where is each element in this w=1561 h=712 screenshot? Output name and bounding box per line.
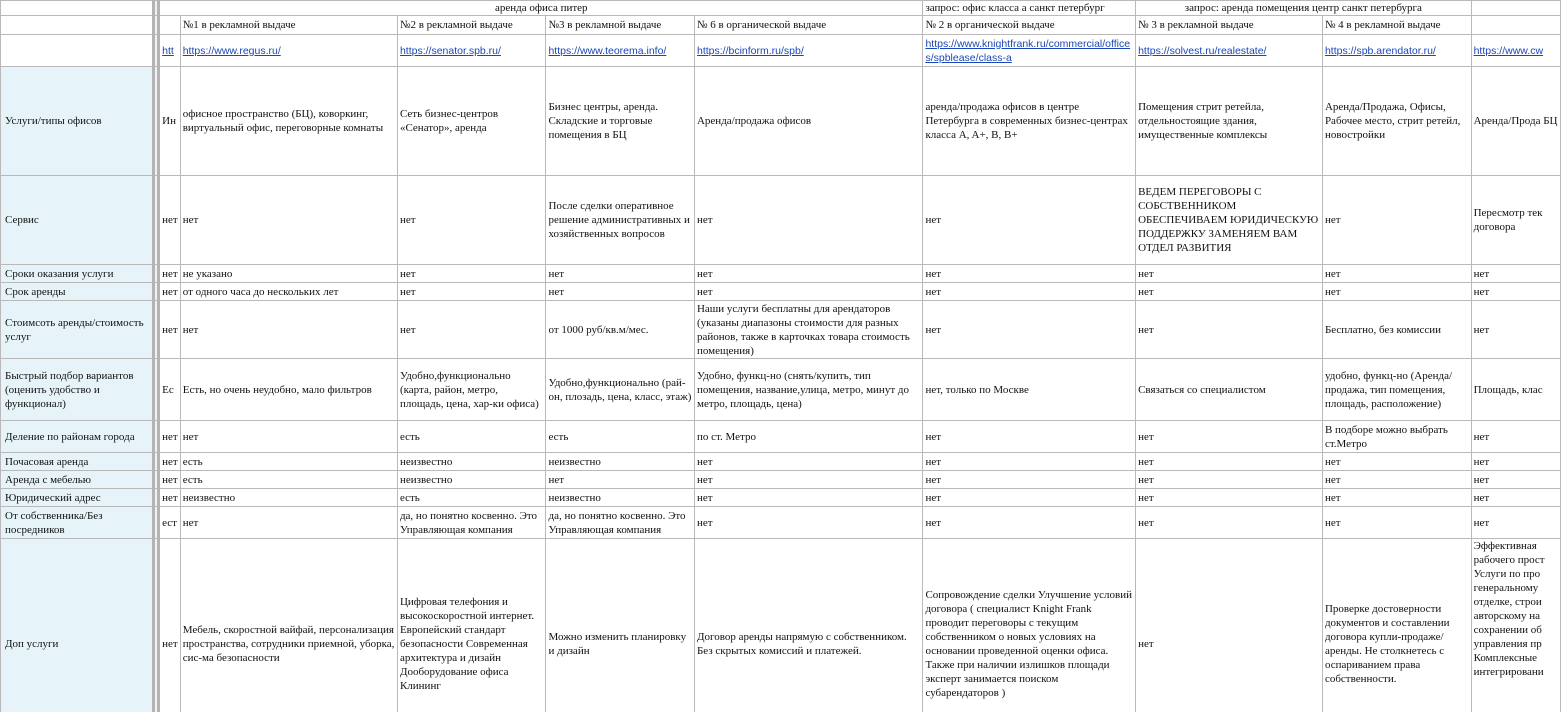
data-cell[interactable]: нет [1471, 301, 1560, 359]
position-cell[interactable] [1471, 16, 1560, 35]
data-cell[interactable]: нет [694, 471, 922, 489]
data-cell[interactable]: нет [923, 301, 1136, 359]
data-cell[interactable]: нет [1322, 265, 1471, 283]
hidden-col-cell[interactable] [159, 16, 181, 35]
data-cell[interactable]: Можно изменить планировку и дизайн [546, 539, 695, 712]
data-cell[interactable]: нет [397, 283, 546, 301]
row-label[interactable]: От собственника/Без посредников [1, 507, 154, 539]
hidden-col-cell[interactable]: нет [159, 539, 181, 712]
data-cell[interactable]: нет [1136, 539, 1323, 712]
row-label[interactable]: Доп услуги [1, 539, 154, 712]
row-label[interactable]: Стоимсоть аренды/стоимость услуг [1, 301, 154, 359]
data-cell[interactable]: Бизнес центры, аренда. Складские и торговые помещения в БЦ [546, 67, 695, 176]
data-cell[interactable]: нет [1322, 507, 1471, 539]
site-link[interactable]: https://www.knightfrank.ru/commercial/offices/spblease/class-a [923, 35, 1136, 67]
data-cell[interactable]: есть [397, 489, 546, 507]
data-cell[interactable]: да, но понятно косвенно. Это Управляющая компания [397, 507, 546, 539]
data-row [1, 67, 1561, 176]
corner-cell[interactable] [1, 1, 154, 16]
data-cell[interactable]: нет [1322, 453, 1471, 471]
data-cell[interactable]: неизвестно [397, 471, 546, 489]
data-cell[interactable]: нет, только по Москве [923, 359, 1136, 421]
position-cell[interactable]: №2 в рекламной выдаче [397, 16, 546, 35]
data-row [1, 539, 1561, 712]
data-cell[interactable]: нет [546, 283, 695, 301]
data-cell[interactable]: нет [1322, 176, 1471, 265]
data-cell[interactable]: нет [180, 421, 397, 453]
data-cell[interactable]: нет [180, 507, 397, 539]
data-cell[interactable]: удобно, функц-но (Аренда/продажа, тип помещения, площадь, расположение) [1322, 359, 1471, 421]
data-cell[interactable]: нет [1136, 301, 1323, 359]
data-cell[interactable]: аренда/продажа офисов в центре Петербурга в современных бизнес-центрах класса A, A+, B, B+ [923, 67, 1136, 176]
data-cell[interactable]: нет [694, 283, 922, 301]
hidden-col-cell[interactable]: Ин [159, 67, 181, 176]
data-cell[interactable]: Есть, но очень неудобно, мало фильтров [180, 359, 397, 421]
data-cell[interactable]: Мебель, скоростной вайфай, персонализация пространства, сотрудники приемной, уборка, сис-ма безопасности [180, 539, 397, 712]
position-cell[interactable]: № 2 в органической выдаче [923, 16, 1136, 35]
data-cell[interactable]: не указано [180, 265, 397, 283]
site-link[interactable]: https://spb.arendator.ru/ [1322, 35, 1471, 67]
data-cell[interactable]: нет [546, 265, 695, 283]
data-cell[interactable]: нет [1471, 507, 1560, 539]
data-cell[interactable]: нет [397, 265, 546, 283]
data-cell[interactable]: есть [180, 453, 397, 471]
data-cell[interactable]: неизвестно [546, 453, 695, 471]
data-cell[interactable]: нет [923, 265, 1136, 283]
data-cell[interactable]: Аренда/Продажа, Офисы, Рабочее место, стрит ретейл, новостройки [1322, 67, 1471, 176]
row-label[interactable]: Срок аренды [1, 283, 154, 301]
data-cell[interactable]: Проверке достоверности документов и составлении договора купли-продаже/аренды. Не столкнетесь с оспариванием права собственности. [1322, 539, 1471, 712]
data-cell[interactable]: Удобно,функционально (рай-он, плозадь, цена, класс, этаж) [546, 359, 695, 421]
data-cell[interactable]: нет [1471, 453, 1560, 471]
hidden-col-cell[interactable]: ест [159, 507, 181, 539]
data-cell[interactable]: Эффективная рабочего прост Услуги по про генеральному отделке, строи авторскому на сохранении об управления пр Комплексные интегрировани [1471, 539, 1560, 712]
data-row [1, 421, 1561, 453]
data-cell[interactable]: нет [1136, 507, 1323, 539]
data-cell[interactable]: нет [1136, 489, 1323, 507]
position-row [1, 16, 1561, 35]
data-row [1, 453, 1561, 471]
link-row [1, 35, 1561, 67]
data-cell[interactable]: нет [1322, 489, 1471, 507]
data-cell[interactable]: неизвестно [397, 453, 546, 471]
data-cell[interactable]: нет [1136, 471, 1323, 489]
position-cell[interactable]: № 6 в органической выдаче [694, 16, 922, 35]
data-cell[interactable]: нет [1136, 265, 1323, 283]
data-cell[interactable]: Удобно,функционально (карта, район, метро, площадь, цена, хар-ки офиса) [397, 359, 546, 421]
position-cell[interactable]: №3 в рекламной выдаче [546, 16, 695, 35]
data-cell[interactable]: нет [1136, 283, 1323, 301]
site-link[interactable]: https://www.regus.ru/ [180, 35, 397, 67]
row-label[interactable]: Сроки оказания услуги [1, 265, 154, 283]
data-cell[interactable]: есть [180, 471, 397, 489]
hidden-col-cell[interactable]: нет [159, 265, 181, 283]
data-cell[interactable]: нет [1471, 471, 1560, 489]
data-cell[interactable]: Наши услуги бесплатны для арендаторов (указаны диапазоны стоимости для разных районов, также в карточках товара стоимость помещения) [694, 301, 922, 359]
hidden-col-cell[interactable]: нет [159, 283, 181, 301]
corner-cell[interactable] [1, 16, 154, 35]
data-cell[interactable]: нет [694, 453, 922, 471]
hidden-col-cell[interactable]: Ес [159, 359, 181, 421]
data-cell[interactable]: нет [1471, 489, 1560, 507]
data-cell[interactable]: В подборе можно выбрать ст.Метро [1322, 421, 1471, 453]
data-row [1, 489, 1561, 507]
hidden-col-cell[interactable]: нет [159, 176, 181, 265]
data-cell[interactable]: нет [1471, 283, 1560, 301]
data-cell[interactable]: Помещения стрит ретейла, отдельностоящие здания, имущественные комплексы [1136, 67, 1323, 176]
site-link[interactable]: https://solvest.ru/realestate/ [1136, 35, 1323, 67]
row-label[interactable]: Почасовая аренда [1, 453, 154, 471]
data-cell[interactable]: нет [1322, 471, 1471, 489]
data-cell[interactable]: нет [923, 471, 1136, 489]
data-cell[interactable]: ВЕДЕМ ПЕРЕГОВОРЫ С СОБСТВЕННИКОМ ОБЕСПЕЧИВАЕМ ЮРИДИЧЕСКУЮ ПОДДЕРЖКУ ЗАМЕНЯЕМ ВАМ ОТДЕЛ РАЗВИТИЯ [1136, 176, 1323, 265]
hidden-col-cell[interactable]: нет [159, 453, 181, 471]
data-cell[interactable]: Бесплатно, без комиссии [1322, 301, 1471, 359]
data-cell[interactable]: нет [694, 489, 922, 507]
data-row [1, 359, 1561, 421]
data-cell[interactable]: нет [923, 507, 1136, 539]
data-cell[interactable]: нет [1322, 283, 1471, 301]
data-cell[interactable]: есть [546, 421, 695, 453]
group-header-2[interactable]: запрос: офис класса а санкт петербург [923, 1, 1136, 16]
data-cell[interactable]: Договор аренды напрямую с собственником. Без скрытых комиссий и платежей. [694, 539, 922, 712]
data-cell[interactable]: нет [694, 176, 922, 265]
data-row [1, 265, 1561, 283]
data-cell[interactable]: неизвестно [546, 489, 695, 507]
data-cell[interactable]: от 1000 руб/кв.м/мес. [546, 301, 695, 359]
site-link[interactable]: https://www.cw [1471, 35, 1560, 67]
corner-cell[interactable] [1, 35, 154, 67]
data-row [1, 176, 1561, 265]
data-cell[interactable]: нет [694, 265, 922, 283]
data-cell[interactable]: нет [923, 489, 1136, 507]
hidden-col-cell[interactable]: нет [159, 489, 181, 507]
hidden-col-cell[interactable]: нет [159, 421, 181, 453]
data-cell[interactable]: да, но понятно косвенно. Это Управляющая компания [546, 507, 695, 539]
hidden-col-cell[interactable]: нет [159, 301, 181, 359]
data-cell[interactable]: нет [694, 507, 922, 539]
data-cell[interactable]: Цифровая телефония и высокоскоростной интернет. Европейский стандарт безопасности Современная архитектура и дизайн Дооборудование офиса Клининг [397, 539, 546, 712]
position-cell[interactable]: № 3 в рекламной выдаче [1136, 16, 1323, 35]
row-label[interactable]: Деление по районам города [1, 421, 154, 453]
data-cell[interactable]: неизвестно [180, 489, 397, 507]
data-cell[interactable]: по ст. Метро [694, 421, 922, 453]
data-cell[interactable]: Площадь, клас [1471, 359, 1560, 421]
group-header-3[interactable]: запрос: аренда помещения центр санкт петербурга [1136, 1, 1472, 16]
data-cell[interactable]: есть [397, 421, 546, 453]
group-header-4[interactable] [1471, 1, 1560, 16]
data-cell[interactable]: нет [1471, 265, 1560, 283]
group-header-row [1, 1, 1561, 16]
data-cell[interactable]: нет [1471, 421, 1560, 453]
data-cell[interactable]: нет [923, 421, 1136, 453]
position-cell[interactable]: №1 в рекламной выдаче [180, 16, 397, 35]
row-label[interactable]: Услуги/типы офисов [1, 67, 154, 176]
data-cell[interactable]: офисное пространство (БЦ), коворкинг, виртуальный офис, переговорные комнаты [180, 67, 397, 176]
data-cell[interactable]: Пересмотр тек договора [1471, 176, 1560, 265]
row-label[interactable]: Сервис [1, 176, 154, 265]
hidden-col-cell[interactable]: нет [159, 471, 181, 489]
data-cell[interactable]: нет [923, 453, 1136, 471]
data-cell[interactable]: нет [397, 301, 546, 359]
hidden-col-link[interactable]: htt [159, 35, 181, 67]
group-header-1[interactable]: аренда офиса питер [159, 1, 923, 16]
data-cell[interactable]: Связаться со специалистом [1136, 359, 1323, 421]
row-label[interactable]: Быстрый подбор вариантов (оценить удобство и функционал) [1, 359, 154, 421]
data-row [1, 471, 1561, 489]
data-cell[interactable]: Сеть бизнес-центров «Сенатор», аренда [397, 67, 546, 176]
row-label[interactable]: Аренда с мебелью [1, 471, 154, 489]
data-cell[interactable]: нет [397, 176, 546, 265]
data-cell[interactable]: нет [180, 301, 397, 359]
data-row [1, 301, 1561, 359]
data-cell[interactable]: от одного часа до нескольких лет [180, 283, 397, 301]
data-cell[interactable]: нет [923, 176, 1136, 265]
site-link[interactable]: https://senator.spb.ru/ [397, 35, 546, 67]
data-row [1, 283, 1561, 301]
data-cell[interactable]: нет [1136, 421, 1323, 453]
row-label[interactable]: Юридический адрес [1, 489, 154, 507]
data-cell[interactable]: нет [180, 176, 397, 265]
data-cell[interactable]: нет [923, 283, 1136, 301]
site-link[interactable]: https://bcinform.ru/spb/ [694, 35, 922, 67]
position-cell[interactable]: № 4 в рекламной выдаче [1322, 16, 1471, 35]
data-cell[interactable]: Сопровождение сделки Улучшение условий договора ( специалист Knight Frank проводит переговоры с текущим собственником о новых условиях на основании проведенной оценки офиса. Также при наличии излишков площади эксперт занимается поиском субарендаторов ) [923, 539, 1136, 712]
data-cell[interactable]: нет [1136, 453, 1323, 471]
data-cell[interactable]: нет [546, 471, 695, 489]
data-cell[interactable]: Аренда/продажа офисов [694, 67, 922, 176]
site-link[interactable]: https://www.teorema.info/ [546, 35, 695, 67]
data-row [1, 507, 1561, 539]
data-cell[interactable]: Аренда/Прода БЦ [1471, 67, 1560, 176]
data-cell[interactable]: Удобно, функц-но (снять/купить, тип помещения, название,улица, метро, минут до метро, площадь, цена) [694, 359, 922, 421]
data-cell[interactable]: После сделки оперативное решение административных и хозяйственных вопросов [546, 176, 695, 265]
